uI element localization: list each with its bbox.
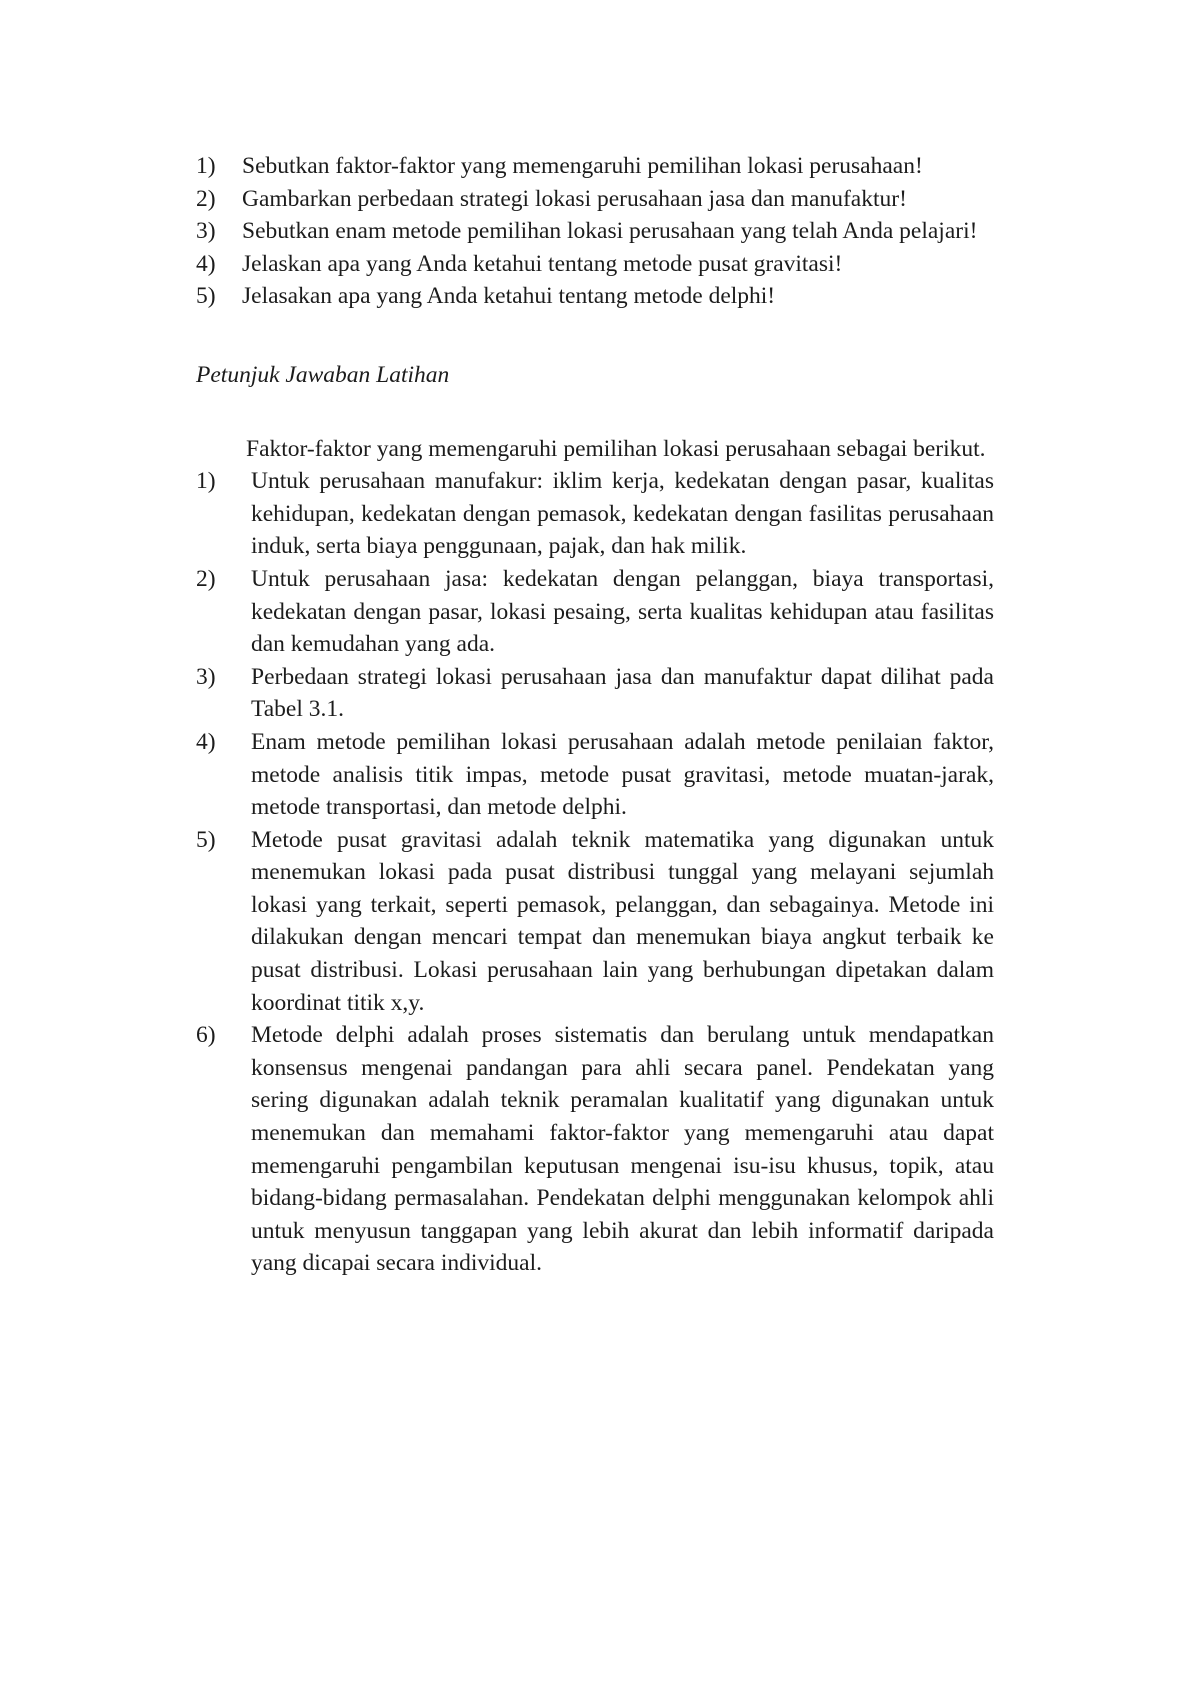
exercise-question-list [196,150,994,313]
answer-item [196,563,994,661]
question-number: 1) [196,153,216,179]
answer-number: 3) [196,663,216,690]
question-item [196,215,994,248]
answer-number: 2) [196,565,216,592]
answer-text: Untuk perusahaan jasa: kedekatan dengan pelanggan, biaya transportasi, kedekatan dengan pasar, lokasi pesaing, serta kualitas kehidupan atau fasilitas dan kemudahan yang ada. [251,565,994,658]
answer-number: 1) [196,468,216,495]
question-item [196,280,994,313]
answer-item [196,824,994,1020]
section-heading: Petunjuk Jawaban Latihan [196,361,450,388]
question-number: 3) [196,218,216,245]
question-text: Sebutkan faktor-faktor yang memengaruhi pemilihan lokasi perusahaan! [242,153,923,179]
answer-item [196,661,994,726]
answer-intro-paragraph: Faktor-faktor yang memengaruhi pemilihan lokasi perusahaan sebagai berikut. [246,435,986,462]
question-text: Gambarkan perbedaan strategi lokasi perusahaan jasa dan manufaktur! [242,185,907,212]
question-text: Sebutkan enam metode pemilihan lokasi perusahaan yang telah Anda pelajari! [242,218,978,245]
answer-text: Untuk perusahaan manufakur: iklim kerja, kedekatan dengan pasar, kualitas kehidupan, kedekatan dengan pemasok, kedekatan dengan fasilitas perusahaan induk, serta biaya penggunaan, pajak, dan hak milik. [251,468,994,560]
answer-text: Enam metode pemilihan lokasi perusahaan adalah metode penilaian faktor, metode analisis titik impas, metode pusat gravitasi, metode muatan-jarak, metode transportasi, dan metode delphi. [251,728,994,821]
question-number: 5) [196,283,216,310]
answer-item [196,465,994,563]
answer-number: 4) [196,728,216,755]
answer-item [196,1019,994,1280]
answer-number: 6) [196,1022,216,1049]
question-item [196,183,994,216]
answer-text: Perbedaan strategi lokasi perusahaan jasa dan manufaktur dapat dilihat pada Tabel 3.1. [251,663,994,723]
question-text: Jelasakan apa yang Anda ketahui tentang metode delphi! [242,283,776,310]
answer-text: Metode delphi adalah proses sistematis dan berulang untuk mendapatkan konsensus mengenai pandangan para ahli secara panel. Pendekatan yang sering digunakan adalah teknik peramalan kualitatif yang digunakan untuk menemukan dan memahami faktor-faktor yang memengaruhi atau dapat memengaruhi pengambilan keputusan mengenai isu-isu khusus, topik, atau bidang-bidang permasalahan. Pendekatan delphi menggunakan kelompok ahli untuk menyusun tanggapan yang lebih akurat dan lebih informatif daripada yang dicapai secara individual. [251,1022,994,1277]
answer-item [196,726,994,824]
question-item [196,150,994,183]
question-number: 2) [196,185,216,212]
answer-list [196,465,994,1280]
question-text: Jelaskan apa yang Anda ketahui tentang metode pusat gravitasi! [242,250,843,277]
question-item [196,248,994,281]
answer-number: 5) [196,826,216,853]
question-number: 4) [196,250,216,277]
answer-text: Metode pusat gravitasi adalah teknik matematika yang digunakan untuk menemukan lokasi pada pusat distribusi tunggal yang melayani sejumlah lokasi yang terkait, seperti pemasok, pelanggan, dan sebagainya. Metode ini dilakukan dengan mencari tempat dan menemukan biaya angkut terbaik ke pusat distribusi. Lokasi perusahaan lain yang berhubungan dipetakan dalam koordinat titik x,y. [251,826,994,1016]
page-content [196,150,994,1280]
